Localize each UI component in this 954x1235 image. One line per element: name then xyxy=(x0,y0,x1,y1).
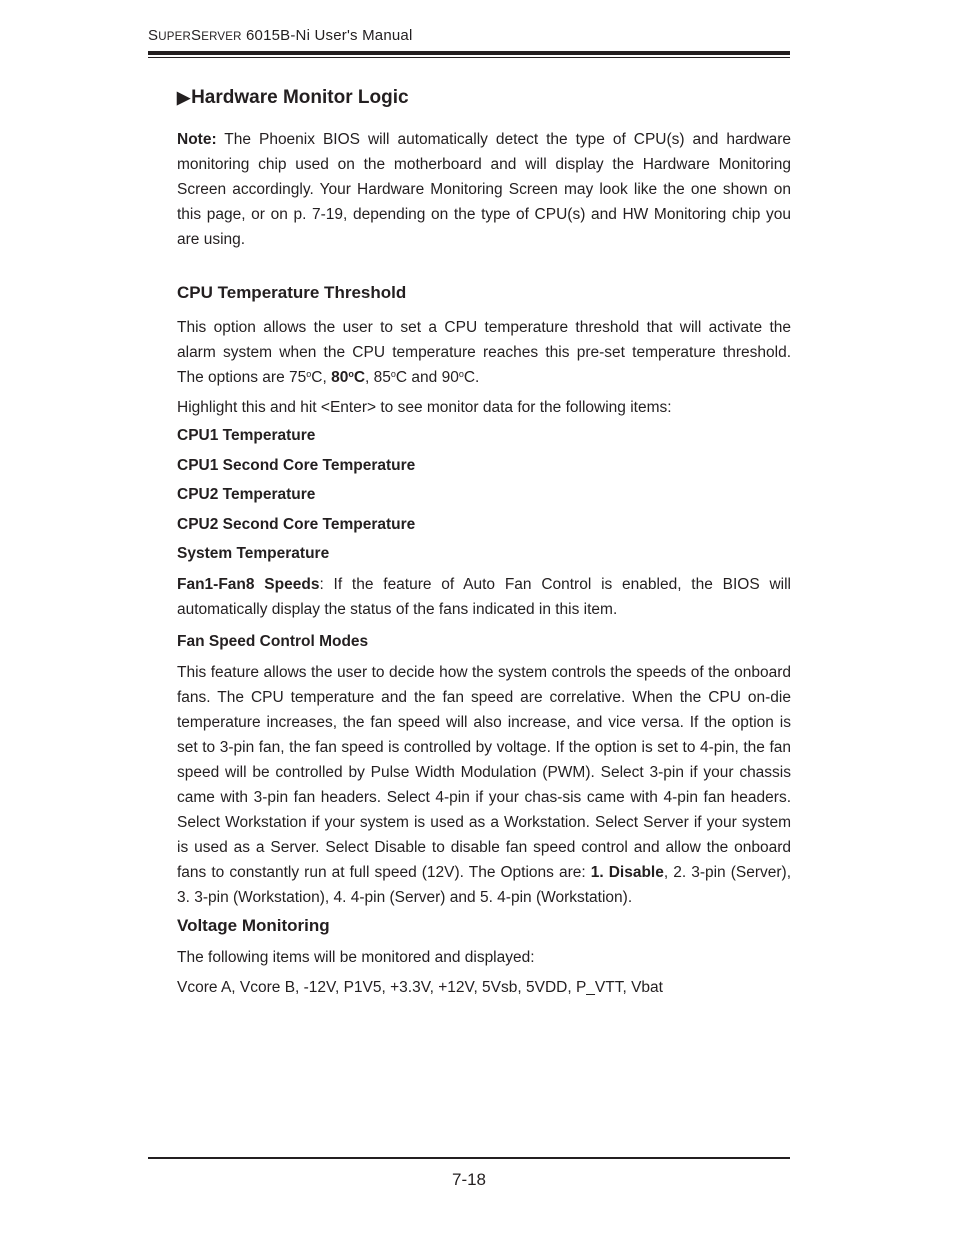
highlight-text: Highlight this and hit <Enter> to see monitor data for the following items: xyxy=(177,399,672,416)
monitor-item: CPU1 Temperature xyxy=(177,427,316,444)
note-text: The Phoenix BIOS will automatically detect the type of CPU(s) and hardware monitoring chip used on the motherboard and will display the Hardware Monitoring Screen accordingly. Your Hardware Monitoring Screen may look like the one shown on this page, or on p. 7-19, depending on the type of CPU(s) and HW Monitoring chip you are using. xyxy=(177,131,791,248)
note-label: Note: xyxy=(177,131,217,148)
footer-rule xyxy=(148,1157,790,1159)
section-title: Hardware Monitor Logic xyxy=(191,87,409,108)
header-rule-thin xyxy=(148,57,790,58)
manual-title: SUPERSERVER 6015B-Ni User's Manual xyxy=(148,27,413,44)
page-number: 7-18 xyxy=(451,1170,487,1189)
header-rule-thick xyxy=(148,51,790,55)
page-content xyxy=(177,86,791,1000)
cpu-threshold-heading: CPU Temperature Threshold xyxy=(177,283,407,302)
page-header xyxy=(148,27,790,44)
fan-control-text: This feature allows the user to decide how the system controls the speeds of the onboard fans. The CPU temperature and the fan speed are correlative. When the CPU on-die temperature increases, the fan speed will also increase, and vice versa. If the option is set to 3-pin fan, the fan speed is controlled by voltage. If the option is set to 4-pin, the fan speed will be controlled by Pulse Width Modulation (PWM). Select 3-pin if your chassis came with 3-pin fan headers. Select 4-pin if your chas-sis came with 4-pin fan headers. Select Workstation if your system is used as a Workstation. Select Server if your system is used as a Server. Select Disable to disable fan speed control and allow the onboard fans to constantly run at full speed (12V). The Options are: 1. Disable, 2. 3-pin (Server), 3. 3-pin (Workstation), 4. 4-pin (Server) and 5. 4-pin (Workstation). xyxy=(177,664,791,906)
monitor-item: CPU2 Temperature xyxy=(177,486,316,503)
monitor-item: CPU1 Second Core Temperature xyxy=(177,457,416,474)
default-option: 1. Disable xyxy=(590,864,664,881)
fan-control-heading: Fan Speed Control Modes xyxy=(177,633,369,650)
monitor-item: CPU2 Second Core Temperature xyxy=(177,516,416,533)
voltage-heading: Voltage Monitoring xyxy=(177,916,330,935)
fan-speeds-label: Fan1-Fan8 Speeds xyxy=(177,576,320,593)
section-heading xyxy=(177,86,791,110)
fan-speeds-paragraph: Fan1-Fan8 Speeds: If the feature of Auto Fan Control is enabled, the BIOS will automatically display the status of the fans indicated in this item. xyxy=(177,576,791,618)
cpu-threshold-text: This option allows the user to set a CPU temperature threshold that will activate the alarm system when the CPU temperature reaches this pre-set temperature threshold. The options are 75$^o$C, 80$^o$C, 85$^o$C and 90$^o$C. xyxy=(177,319,791,386)
note-paragraph xyxy=(177,127,791,252)
default-option: 80$^o$C xyxy=(331,369,366,386)
triangle-right-icon: ▶ xyxy=(177,88,191,107)
voltage-list: Vcore A, Vcore B, -12V, P1V5, +3.3V, +12V, 5Vsb, 5VDD, P_VTT, Vbat xyxy=(177,979,663,996)
voltage-intro: The following items will be monitored and displayed: xyxy=(177,949,535,966)
monitor-item: System Temperature xyxy=(177,545,330,562)
